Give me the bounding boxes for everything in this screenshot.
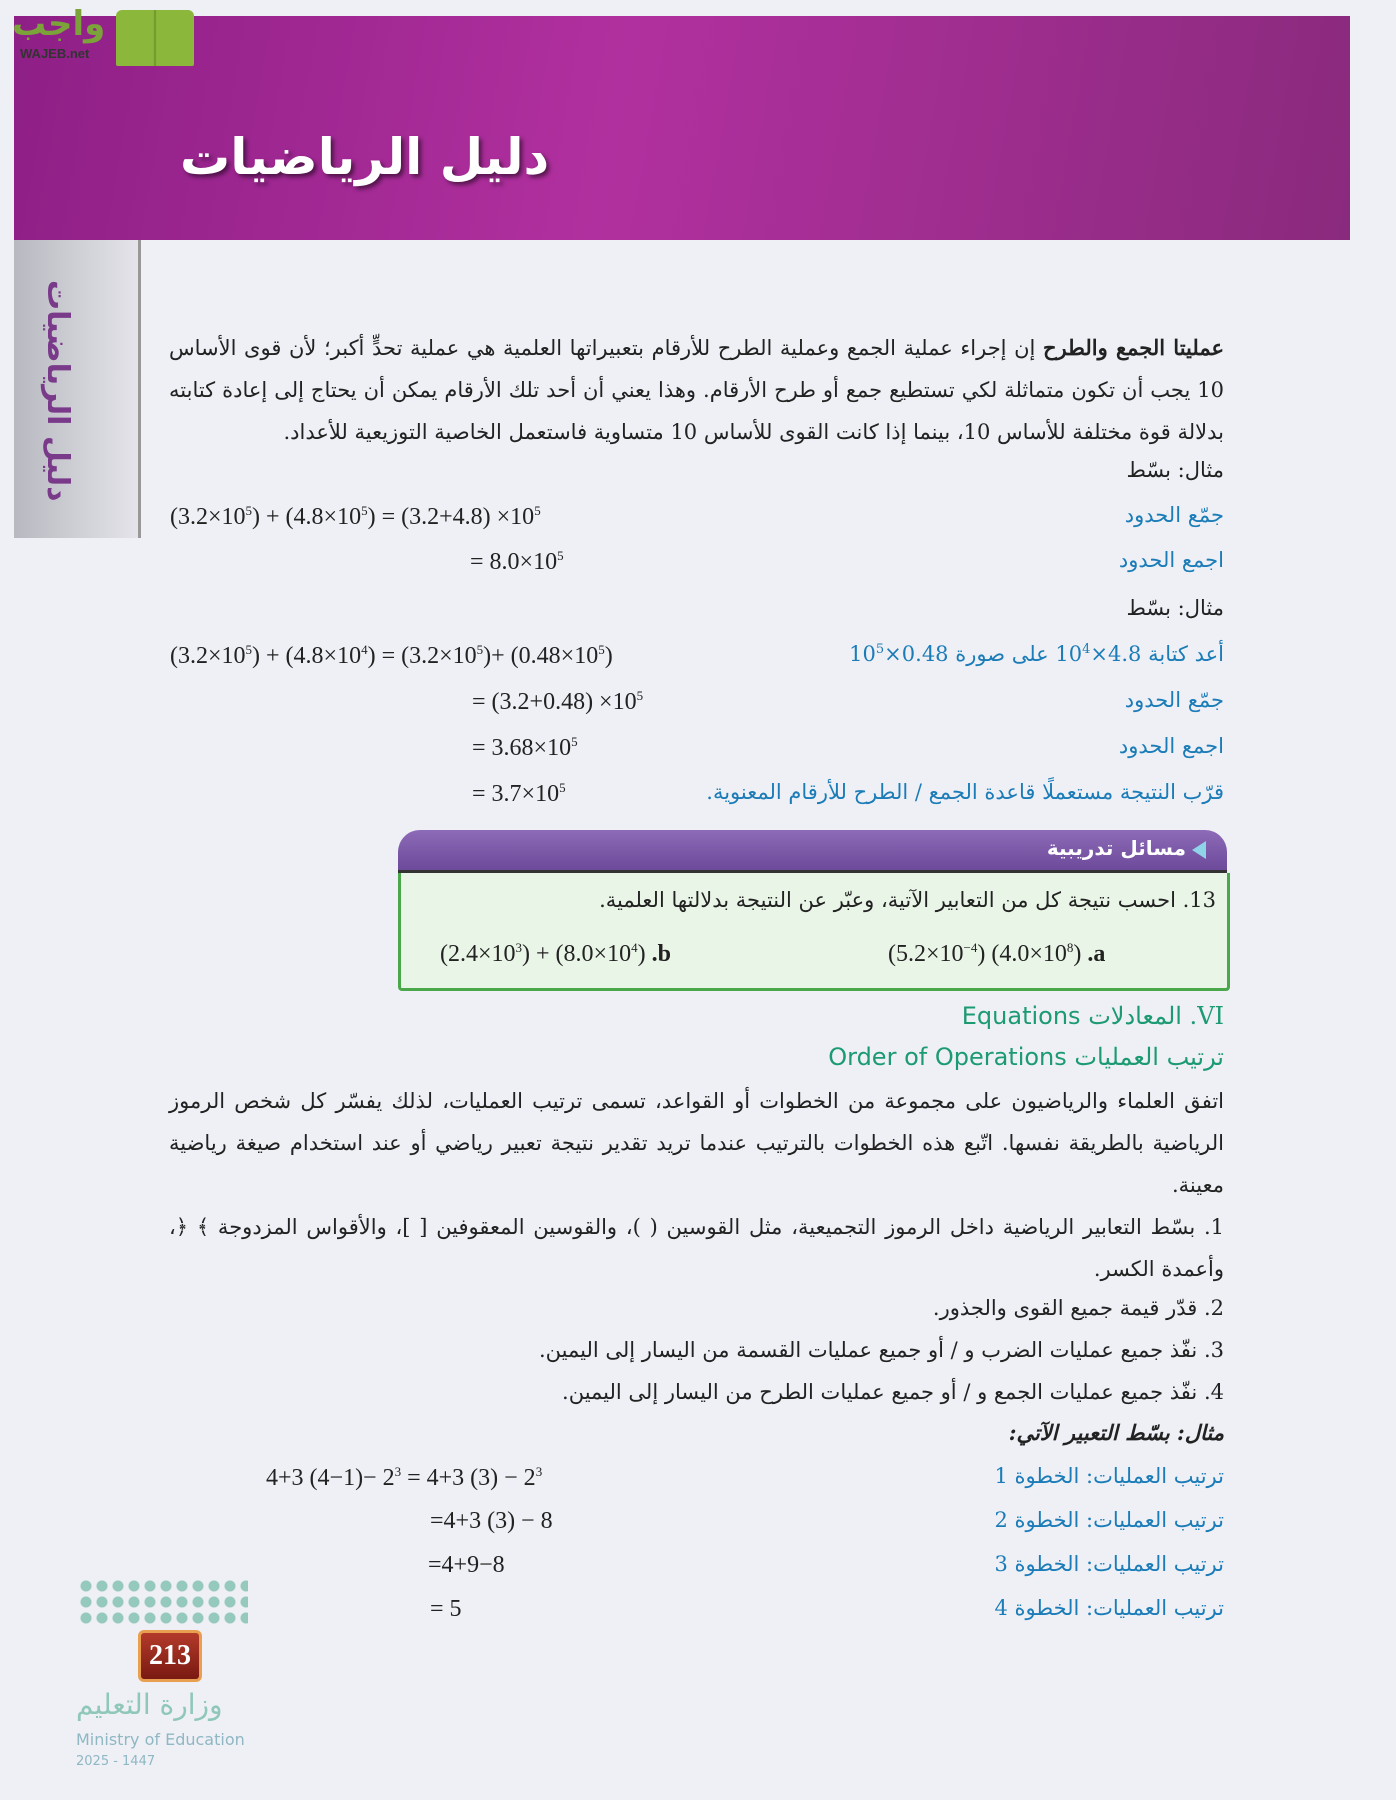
intro-text: إن إجراء عملية الجمع وعملية الطرح للأرقام بتعبيراتها العلمية هي عملية تحدٍّ أكبر؛ لأن قوى الأساس 10 يجب أن تكون متماثلة لكي تستطيع جمع أو طرح الأرقام. وهذا يعني أن أحد تلك الأرقام يمكن أن يحتاج إلى إعادة كتابته بدلالة قوة مختلفة للأساس 10، بينما إذا كانت القوى للأساس 10 متساوية فاستعمل الخاصية التوزيعية للأعداد. <box>169 336 1224 444</box>
example-label: مثال: بسّط التعبير الآتي: <box>1008 1420 1224 1445</box>
practice-a: $(5.2\times 10^{-4})$ $(4.0\times 10^8)$ .a <box>888 940 1106 967</box>
logo-text-en: WAJEB.net <box>20 46 90 61</box>
section-order-en: Order of Operations <box>828 1043 1067 1071</box>
practice-title-text: مسائل تدريبية <box>1046 836 1186 860</box>
section-order-ar: ترتيب العمليات <box>1074 1043 1224 1071</box>
intro-bold: عمليتا الجمع والطرح <box>1042 335 1225 360</box>
ministry-en: Ministry of Education <box>76 1730 245 1749</box>
math-expression: = $(3.2+0.48) \times 10^5$ <box>472 688 644 715</box>
rule-4: 4. نفّذ جميع عمليات الجمع و / أو جميع عمليات الطرح من اليسار إلى اليمين. <box>562 1380 1224 1404</box>
rule-1: 1. بسّط التعابير الرياضية داخل الرموز التجميعية، مثل القوسين ( )، والقوسين المعقوفين [ ]، والأقواس المزدوجة ﴾ ﴿، وأعمدة الكسر. <box>169 1215 1224 1281</box>
math-expression: = $3.7\times 10^5$ <box>472 780 566 807</box>
page-title: دليل الرياضيات <box>180 128 550 186</box>
step-label: ترتيب العمليات: الخطوة 4 <box>994 1596 1224 1620</box>
rule-3: 3. نفّذ جميع عمليات الضرب و / أو جميع عمليات القسمة من اليسار إلى اليمين. <box>538 1338 1224 1362</box>
step-label: ترتيب العمليات: الخطوة 1 <box>994 1464 1224 1488</box>
ministry-ar: وزارة التعليم <box>76 1688 223 1721</box>
intro-paragraph <box>169 327 1224 453</box>
example-label: مثال: بسّط <box>1126 596 1224 620</box>
practice-title <box>1047 836 1206 860</box>
logo-text: واجب <box>12 4 106 44</box>
step-label: اجمع الحدود <box>1118 548 1224 572</box>
step-label: أعد كتابة $4.8\times 10^4$ على صورة $0.48\times 10^5$ <box>849 642 1224 666</box>
wajeb-logo[interactable] <box>8 4 198 68</box>
math-expression: $(3.2\times 10^5) + (4.8\times 10^4) = (3.2\times 10^5)+ (0.48\times 10^5)$ <box>170 642 613 669</box>
math-expression: = $8.0\times 10^5$ <box>470 548 564 575</box>
math-expression: =4+3 (3) − 8 <box>430 1508 553 1534</box>
section-vi-en: Equations <box>961 1002 1081 1030</box>
step-label: جمّع الحدود <box>1124 688 1224 712</box>
section-vi-ar: VI. المعادلات <box>1088 1002 1224 1030</box>
side-tab <box>14 240 141 538</box>
example-label: مثال: بسّط <box>1126 458 1224 482</box>
step-label: ترتيب العمليات: الخطوة 3 <box>994 1552 1224 1576</box>
section-vi <box>962 1002 1224 1030</box>
order-paragraph: اتفق العلماء والرياضيون على مجموعة من الخطوات أو القواعد، تسمى ترتيب العمليات، لذلك يفسّر كل شخص الرموز الرياضية بالطريقة نفسها. اتّبع هذه الخطوات بالترتيب عندما تريد تقدير نتيجة تعبير رياضي أو عند استخدام صيغة رياضية معينة. <box>169 1089 1224 1197</box>
math-expression: 4+3 $(4-1)- 2^3 = 4+3$ $(3) - 2^3$ <box>266 1464 543 1491</box>
practice-b: $(2.4\times 10^3) + (8.0\times 10^4)$ .b <box>440 940 671 967</box>
page-number: 213 <box>138 1630 202 1682</box>
math-expression: = 5 <box>430 1596 462 1622</box>
step-label: جمّع الحدود <box>1124 503 1224 527</box>
math-expression: =4+9−8 <box>428 1552 505 1578</box>
rule-2: 2. قدّر قيمة جميع القوى والجذور. <box>932 1296 1224 1320</box>
practice-question: 13. احسب نتيجة كل من التعابير الآتية، وعبّر عن النتيجة بدلالتها العلمية. <box>599 888 1216 912</box>
step-label: ترتيب العمليات: الخطوة 2 <box>994 1508 1224 1532</box>
step-label: اجمع الحدود <box>1118 734 1224 758</box>
ministry-logo-dots <box>78 1578 248 1626</box>
math-expression: $(3.2\times 10^5) + (4.8\times 10^5) = (3.2+4.8) \times 10^5$ <box>170 503 541 530</box>
step-label: قرّب النتيجة مستعملًا قاعدة الجمع / الطرح للأرقام المعنوية. <box>706 780 1224 804</box>
math-expression: = $3.68\times 10^5$ <box>472 734 578 761</box>
book-icon <box>116 10 194 66</box>
arrow-icon <box>1192 841 1206 859</box>
year: 2025 - 1447 <box>76 1754 156 1769</box>
section-order <box>828 1043 1224 1071</box>
side-tab-label: دليل الرياضيات <box>40 280 75 502</box>
